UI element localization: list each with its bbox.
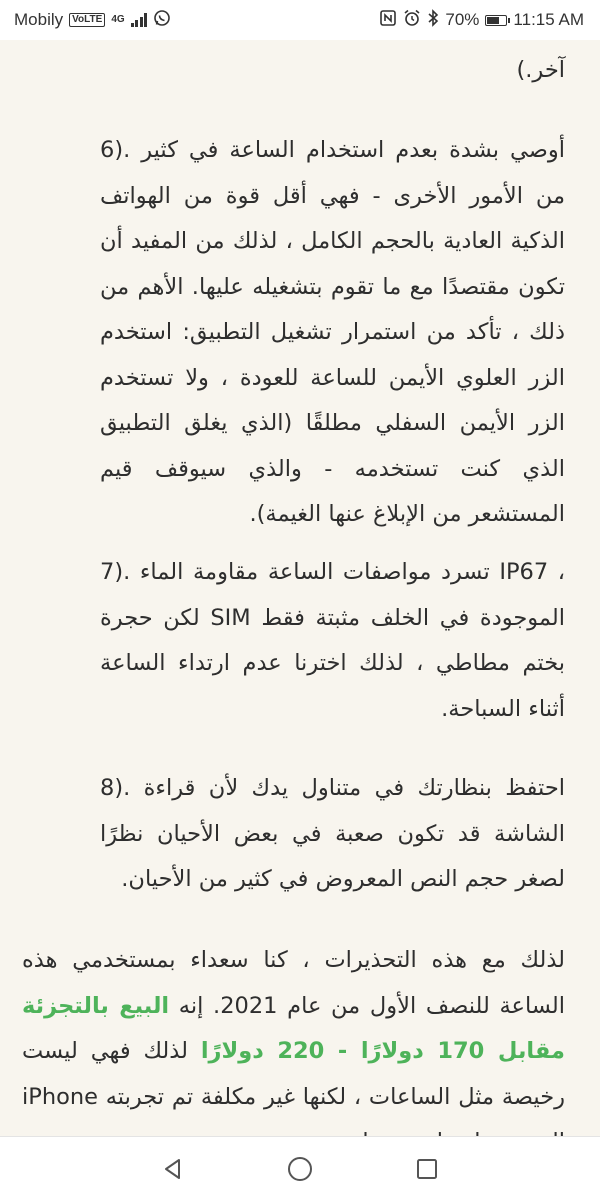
- whatsapp-icon: [153, 9, 171, 32]
- home-icon: [286, 1155, 314, 1183]
- recents-icon: [415, 1157, 439, 1181]
- retail-price-link[interactable]: البيع بالتجزئة مقابل 170 دولارًا - 220 دولارًا: [22, 992, 565, 1064]
- paragraph-tip-7: ، IP67 تسرد مواصفات الساعة مقاومة الماء .(7 الموجودة في الخلف مثبتة فقط SIM لكن حجرة بختم مطاطي ، لذلك اخترنا عدم ارتداء الساعة أثناء السباحة.: [100, 559, 565, 722]
- network-type: 4G: [111, 14, 125, 25]
- paragraph-tip-8: احتفظ بنظارتك في متناول يدك لأن قراءة .(8 الشاشة قد تكون صعبة في بعض الأحيان نظرًا لصغر حجم النص المعروض في كثير من الأحيان.: [100, 775, 565, 892]
- alarm-icon: [403, 9, 421, 32]
- status-time: 11:15 AM: [513, 10, 584, 29]
- status-left: [14, 9, 171, 32]
- battery-percent: 70%: [445, 10, 480, 29]
- conclusion-text-end: لذلك فهي ليست رخيصة مثل الساعات ، لكنها غير مكلفة تم تجربته iPhone: [22, 1038, 565, 1110]
- battery-level: [487, 17, 499, 24]
- volte-icon: VoLTE: [69, 13, 105, 27]
- paragraph-conclusion: [22, 938, 565, 1166]
- paragraph-tip-6: أوصي بشدة بعدم استخدام الساعة في كثير .(6 من الأمور الأخرى - فهي أقل قوة من الهواتف الذكية العادية بالحجم الكامل ، لذلك من المفيد أن تكون مقتصدًا مع ما تقوم بتشغيله عليها. الأهم من ذلك ، تأكد من استمرار تشغيل التطبيق: استخدم الزر العلوي الأيمن للساعة للعودة ، ولا تستخدم الزر الأيمن السفلي مطلقًا (الذي يغلق التطبيق الذي كنت تستخدمه - والذي سيوقف قيم المستشعر من الإبلاغ عنها الغيمة).: [100, 137, 565, 527]
- back-button[interactable]: [151, 1147, 195, 1191]
- article-content[interactable]: [0, 40, 600, 1136]
- conclusion-text-start: لذلك مع هذه التحذيرات ، كنا سعداء بمستخدمي هذه الساعة للنصف الأول من عام 2021. إنه: [22, 947, 565, 1019]
- bluetooth-icon: [427, 9, 439, 32]
- signal-icon: [131, 13, 148, 27]
- home-button[interactable]: [278, 1147, 322, 1191]
- battery-icon: [485, 15, 507, 26]
- status-bar: [0, 0, 600, 40]
- nfc-icon: [379, 9, 397, 32]
- navigation-bar: [0, 1136, 600, 1200]
- recents-button[interactable]: [405, 1147, 449, 1191]
- back-icon: [160, 1156, 186, 1182]
- paragraph-end-of-5: آخر.): [516, 57, 565, 83]
- status-right: [379, 9, 584, 32]
- carrier-name: Mobily: [14, 10, 64, 29]
